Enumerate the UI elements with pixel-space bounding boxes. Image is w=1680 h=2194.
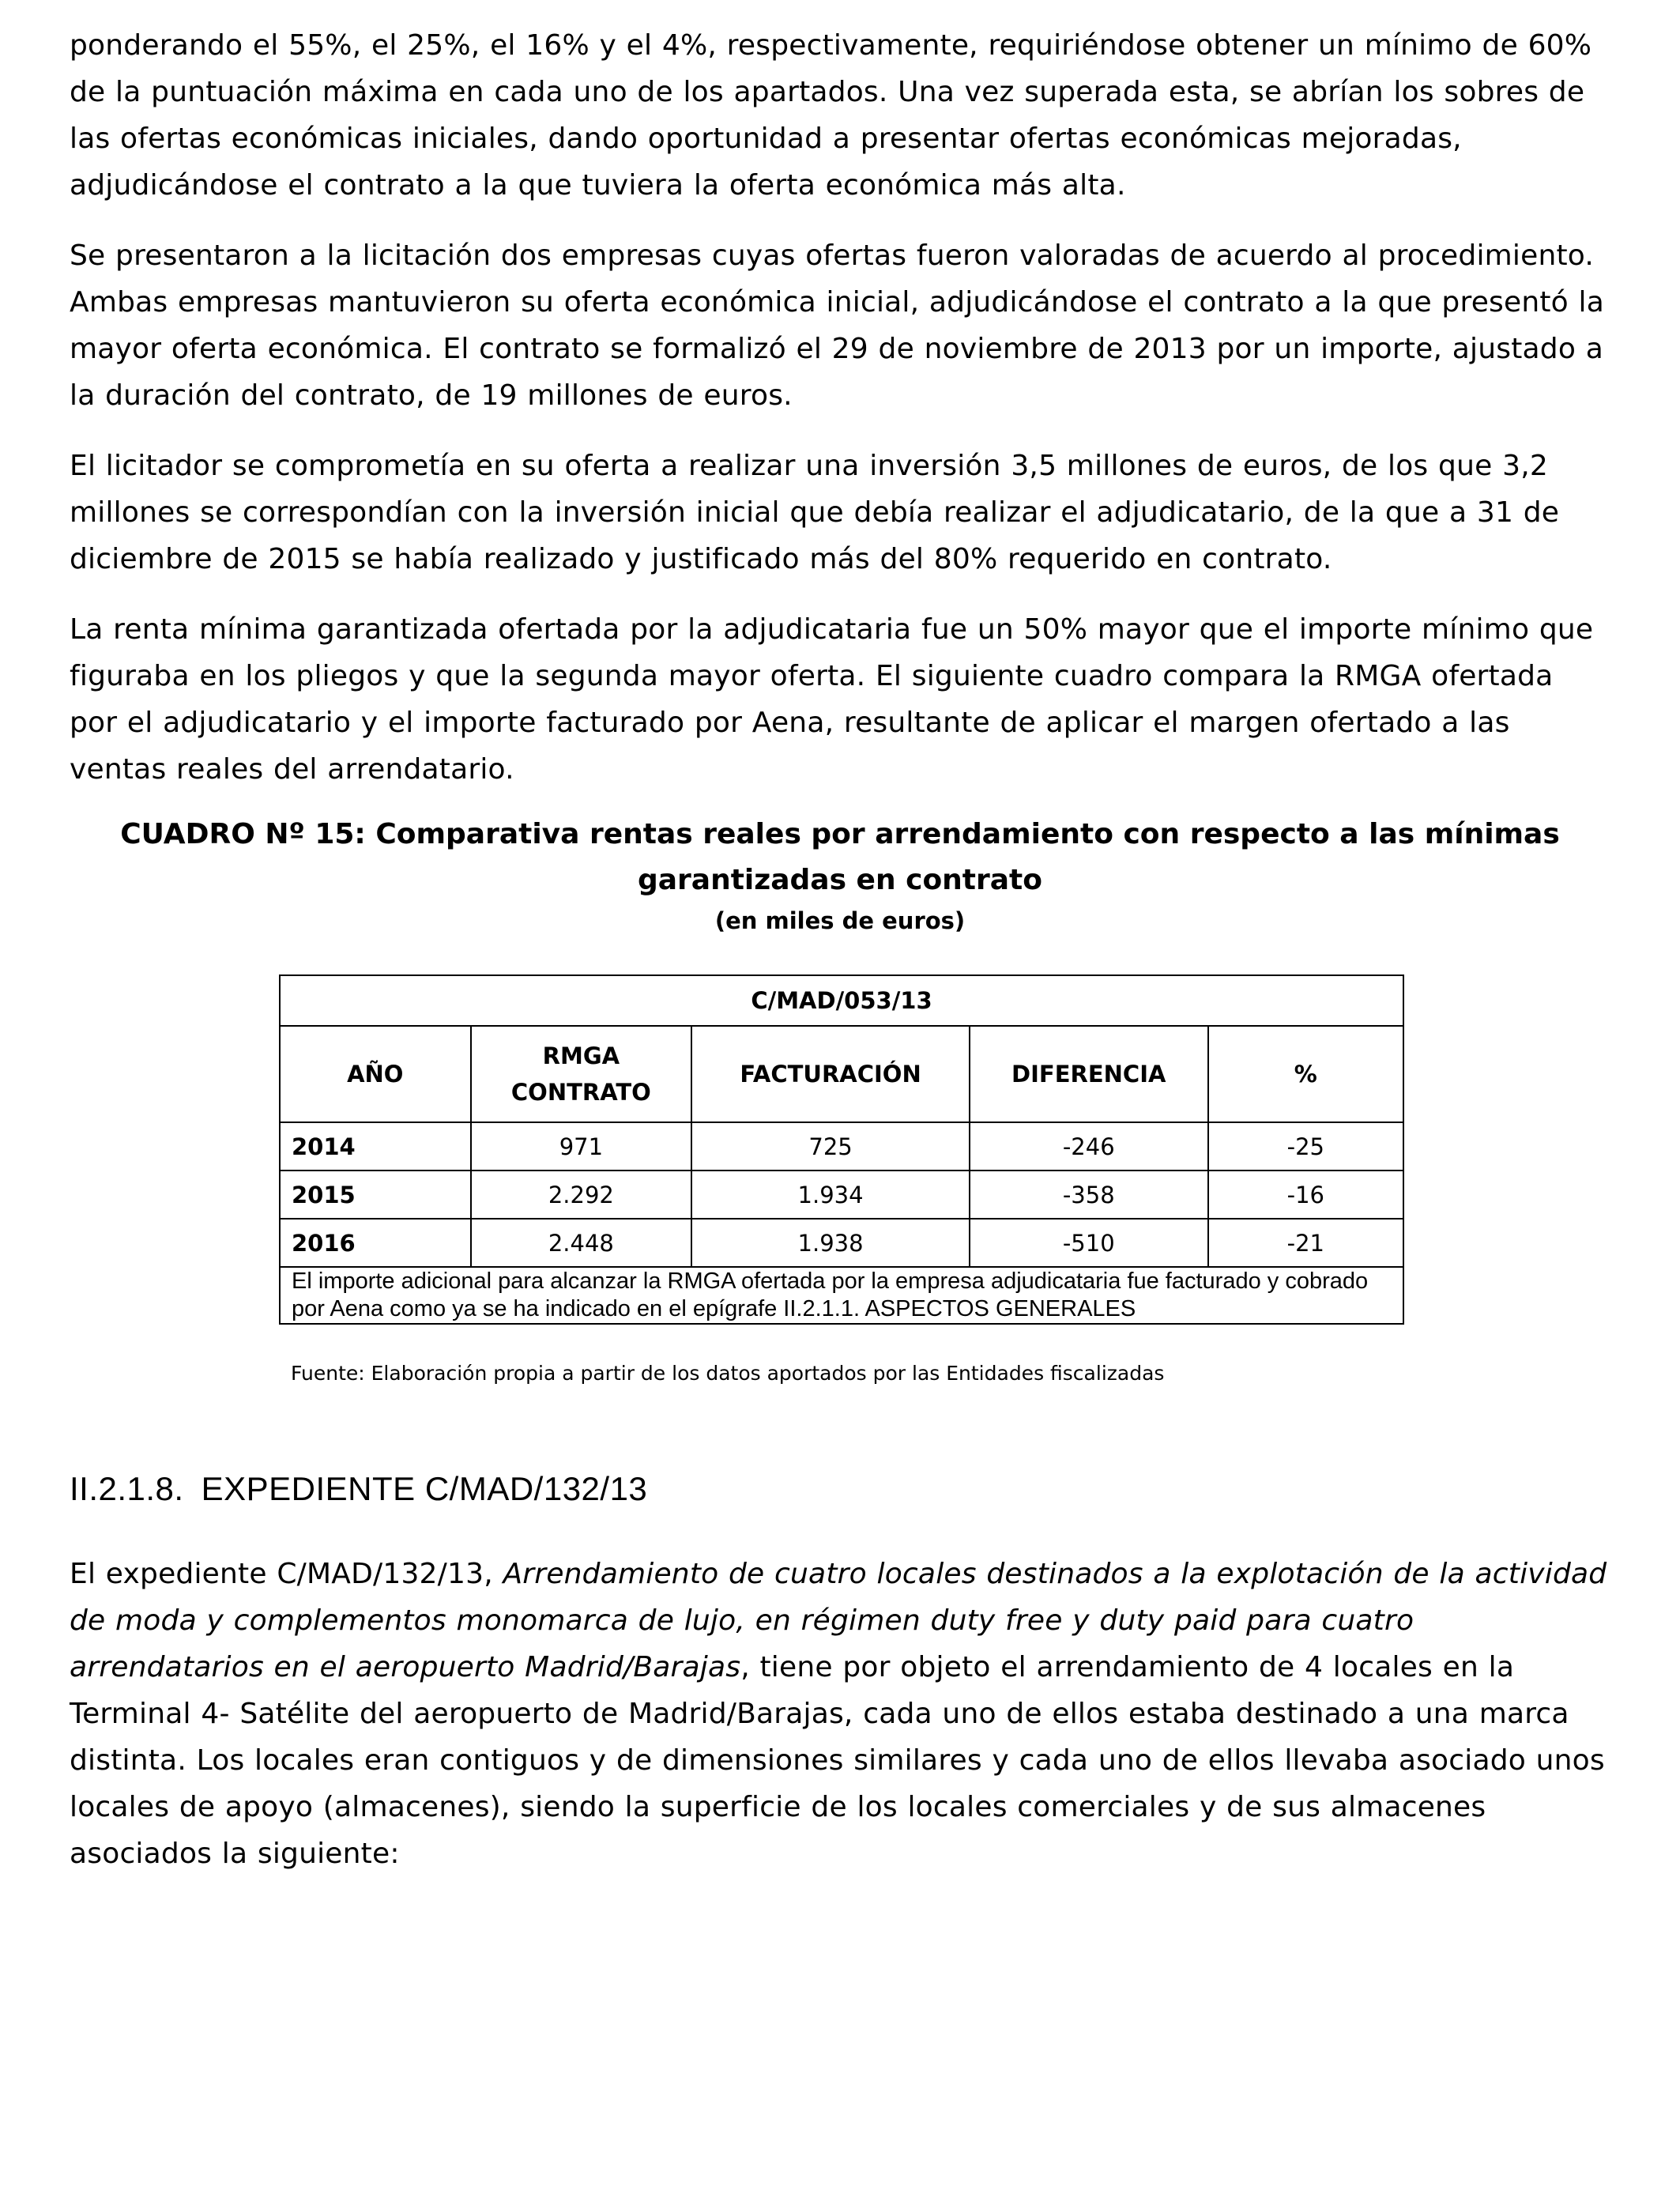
- table-code-row: [280, 975, 1403, 1026]
- row-facturacion: 725: [691, 1122, 970, 1171]
- paragraph-4: La renta mínima garantizada ofertada por la adjudicataria fue un 50% mayor que el importe mínimo que figuraba en los pliegos y que la segunda mayor oferta. El siguiente cuadro compara la RMGA ofertada por el adjudicatario y el importe facturado por Aena, resultante de aplicar el margen ofertado a las ventas reales del arrendatario.: [70, 613, 1594, 786]
- table-code: C/MAD/053/13: [280, 975, 1403, 1026]
- table-source: Fuente: Elaboración propia a partir de los datos aportados por las Entidades fiscalizadas: [291, 1362, 1165, 1385]
- header-rmga: [471, 1026, 692, 1122]
- table-title: CUADRO Nº 15: Comparativa rentas reales por arrendamiento con respecto a las mínimas garantizadas en contrato: [120, 818, 1560, 896]
- section-heading: [70, 1467, 1610, 1511]
- section-number: II.2.1.8.: [70, 1470, 184, 1507]
- row-pct: -16: [1208, 1171, 1403, 1219]
- paragraph-5-intro: El expediente C/MAD/132/13,: [70, 1558, 503, 1590]
- paragraph-3: El licitador se comprometía en su oferta a realizar una inversión 3,5 millones de euros, de los que 3,2 millones se correspondían con la inversión inicial que debía realizar el adjudicatario, de la que a 31 de diciembre de 2015 se había realizado y justificado más del 80% requerido en contrato.: [70, 450, 1560, 575]
- paragraph-5-rest: , tiene por objeto el arrendamiento de 4 locales en la Terminal 4- Satélite del aeropuerto de Madrid/Barajas, cada uno de ellos estaba destinado a una marca distinta. Los locales eran contiguos y de dimensiones similares y cada uno de ellos llevaba asociado unos locales de apoyo (almacenes), siendo la superficie de los locales comerciales y de sus almacenes asociados la siguiente:: [70, 1651, 1605, 1870]
- document-page: [70, 22, 1610, 1901]
- row-pct: -25: [1208, 1122, 1403, 1171]
- row-facturacion: 1.934: [691, 1171, 970, 1219]
- paragraph-1: ponderando el 55%, el 25%, el 16% y el 4%, respectivamente, requiriéndose obtener un mínimo de 60% de la puntuación máxima en cada uno de los apartados. Una vez superada esta, se abrían los sobres de las ofertas económicas iniciales, dando oportunidad a presentar ofertas económicas mejoradas, adjudicándose el contrato a la que tuviera la oferta económica más alta.: [70, 29, 1592, 202]
- section-title: EXPEDIENTE C/MAD/132/13: [201, 1470, 648, 1507]
- comparison-table: [279, 974, 1404, 1325]
- table-note-row: [280, 1267, 1403, 1324]
- table-row: [280, 1122, 1403, 1171]
- header-facturacion: FACTURACIÓN: [691, 1026, 970, 1122]
- table-subtitle: (en miles de euros): [714, 907, 966, 934]
- row-rmga: 971: [471, 1122, 692, 1171]
- row-facturacion: 1.938: [691, 1219, 970, 1267]
- row-diferencia: -246: [970, 1122, 1208, 1171]
- row-year: 2015: [280, 1171, 471, 1219]
- table-row: [280, 1219, 1403, 1267]
- header-pct: %: [1208, 1026, 1403, 1122]
- row-year: 2016: [280, 1219, 471, 1267]
- row-rmga: 2.448: [471, 1219, 692, 1267]
- table-row: [280, 1171, 1403, 1219]
- row-pct: -21: [1208, 1219, 1403, 1267]
- header-year: AÑO: [280, 1026, 471, 1122]
- row-diferencia: -358: [970, 1171, 1208, 1219]
- header-rmga-line1: RMGA: [542, 1042, 620, 1069]
- table-header-row: [280, 1026, 1403, 1122]
- header-diferencia: DIFERENCIA: [970, 1026, 1208, 1122]
- paragraph-5: [70, 1551, 1610, 1877]
- paragraph-2: Se presentaron a la licitación dos empresas cuyas ofertas fueron valoradas de acuerdo al procedimiento. Ambas empresas mantuvieron su oferta económica inicial, adjudicándose el contrato a la que presentó la mayor oferta económica. El contrato se formalizó el 29 de noviembre de 2013 por un importe, ajustado a la duración del contrato, de 19 millones de euros.: [70, 239, 1605, 412]
- paragraph-5-italic-title: Arrendamiento de cuatro locales destinados a la explotación de la actividad de moda y complementos monomarca de lujo, en régimen duty free y duty paid para cuatro arrendatarios en el aeropuerto Madrid/Barajas: [70, 1558, 1607, 1683]
- row-diferencia: -510: [970, 1219, 1208, 1267]
- row-rmga: 2.292: [471, 1171, 692, 1219]
- header-rmga-line2: CONTRATO: [510, 1079, 651, 1106]
- row-year: 2014: [280, 1122, 471, 1171]
- table-note: El importe adicional para alcanzar la RMGA ofertada por la empresa adjudicataria fue facturado y cobrado por Aena como ya se ha indicado en el epígrafe II.2.1.1. ASPECTOS GENERALES: [280, 1267, 1403, 1324]
